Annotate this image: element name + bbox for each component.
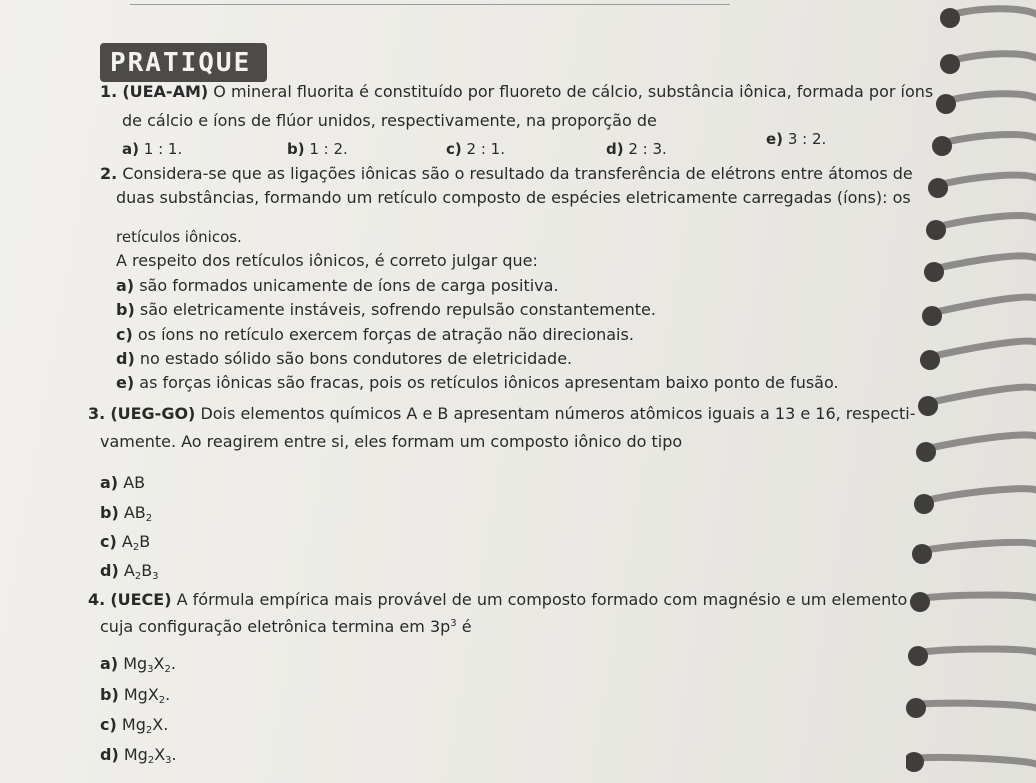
spiral-coil	[928, 489, 1036, 500]
spiral-hole	[918, 396, 938, 416]
q1-text-1: O mineral fluorita é constituído por fluoreto de cálcio, substância iônica, formada por íons	[213, 82, 934, 101]
spiral-coil	[932, 387, 1036, 402]
q3-source: (UEG-GO)	[110, 404, 196, 423]
spiral-coil	[950, 94, 1036, 100]
spiral-coil	[940, 216, 1036, 226]
q2-text-1: Considera-se que as ligações iônicas são o resultado da transferência de elétrons entre átomos de	[122, 164, 913, 183]
q1-option-c: c) 2 : 1.	[446, 140, 505, 158]
q2-number: 2.	[100, 164, 118, 183]
spiral-coil	[954, 9, 1036, 14]
q1-line2: de cálcio e íons de flúor unidos, respectivamente, na proporção de	[122, 111, 657, 130]
q1-line1	[100, 82, 933, 101]
q1-option-e: e) 3 : 2.	[766, 130, 827, 148]
spiral-hole	[910, 592, 930, 612]
spiral-coil	[946, 135, 1036, 142]
q2-line2: duas substâncias, formando um retículo composto de espécies eletricamente carregadas (íons): os	[116, 188, 911, 207]
spiral-coil	[930, 435, 1036, 448]
q4-line1	[88, 590, 907, 609]
spiral-hole	[916, 442, 936, 462]
q1-option-a: a) 1 : 1.	[122, 140, 183, 158]
q2-option-c: c) os íons no retículo exercem forças de atração não direcionais.	[116, 325, 634, 344]
q3-option-b: b) $AB_2$	[100, 503, 153, 524]
spiral-hole	[908, 646, 928, 666]
spiral-coil	[918, 757, 1036, 764]
q4-option-c: c) $Mg_2X$.	[100, 715, 169, 736]
q3-number: 3.	[88, 404, 106, 423]
spiral-coil	[938, 256, 1036, 268]
spiral-hole	[922, 306, 942, 326]
badge-label: PRATIQUE	[110, 47, 252, 78]
spiral-coil	[954, 54, 1036, 60]
q3-option-d: d) $A_2B_3$	[100, 561, 159, 582]
q3-line1	[88, 404, 916, 423]
spiral-coil	[936, 297, 1036, 312]
q3-option-a: a) AB	[100, 473, 146, 492]
spiral-hole	[912, 544, 932, 564]
spiral-hole	[920, 350, 940, 370]
q3-option-c: c) $A_2B$	[100, 532, 151, 553]
q2-option-b: b) são eletricamente instáveis, sofrendo repulsão constantemente.	[116, 300, 656, 319]
spiral-hole	[928, 178, 948, 198]
q4-line2: cuja configuração eletrônica termina em $3p^3$ é	[100, 617, 472, 636]
spiral-hole	[906, 698, 926, 718]
q4-option-d: d) $Mg_2X_3$.	[100, 745, 177, 766]
q2-line3: retículos iônicos.	[116, 228, 242, 246]
spiral-binding	[906, 0, 1036, 783]
q1-number: 1.	[100, 82, 118, 101]
q2-line1	[100, 164, 913, 183]
q1-source: (UEA-AM)	[122, 82, 209, 101]
spiral-hole	[940, 8, 960, 28]
q4-option-b: b) MgX$_2$.	[100, 685, 171, 706]
q1-option-d: d) 2 : 3.	[606, 140, 667, 158]
spiral-coil	[924, 595, 1036, 598]
spiral-coil	[920, 703, 1036, 708]
q4-source: (UECE)	[110, 590, 172, 609]
spiral-coil	[942, 175, 1036, 184]
q4-number: 4.	[88, 590, 106, 609]
q3-text-1: Dois elementos químicos A e B apresentam números atômicos iguais a 13 e 16, respecti-	[200, 404, 916, 423]
spiral-hole	[940, 54, 960, 74]
spiral-hole	[926, 220, 946, 240]
q3-line2: vamente. Ao reagirem entre si, eles formam um composto iônico do tipo	[100, 432, 683, 451]
q2-option-d: d) no estado sólido são bons condutores de eletricidade.	[116, 349, 573, 368]
q1-option-b: b) 1 : 2.	[287, 140, 348, 158]
q2-option-a: a) são formados unicamente de íons de carga positiva.	[116, 276, 559, 295]
q2-prompt: A respeito dos retículos iônicos, é correto julgar que:	[116, 251, 538, 270]
pratique-badge	[100, 43, 267, 82]
q4-text-1: A fórmula empírica mais provável de um composto formado com magnésio e um elemento	[176, 590, 908, 609]
q4-option-a: a) $Mg_3X_2$.	[100, 654, 176, 675]
spiral-hole	[914, 494, 934, 514]
top-rule	[130, 4, 730, 5]
spiral-hole	[932, 136, 952, 156]
spiral-coil	[922, 649, 1036, 652]
spiral-coil	[926, 542, 1036, 550]
spiral-hole	[936, 94, 956, 114]
q2-option-e: e) as forças iônicas são fracas, pois os retículos iônicos apresentam baixo ponto de fusão.	[116, 373, 839, 392]
spiral-hole	[924, 262, 944, 282]
spiral-coil	[934, 341, 1036, 356]
